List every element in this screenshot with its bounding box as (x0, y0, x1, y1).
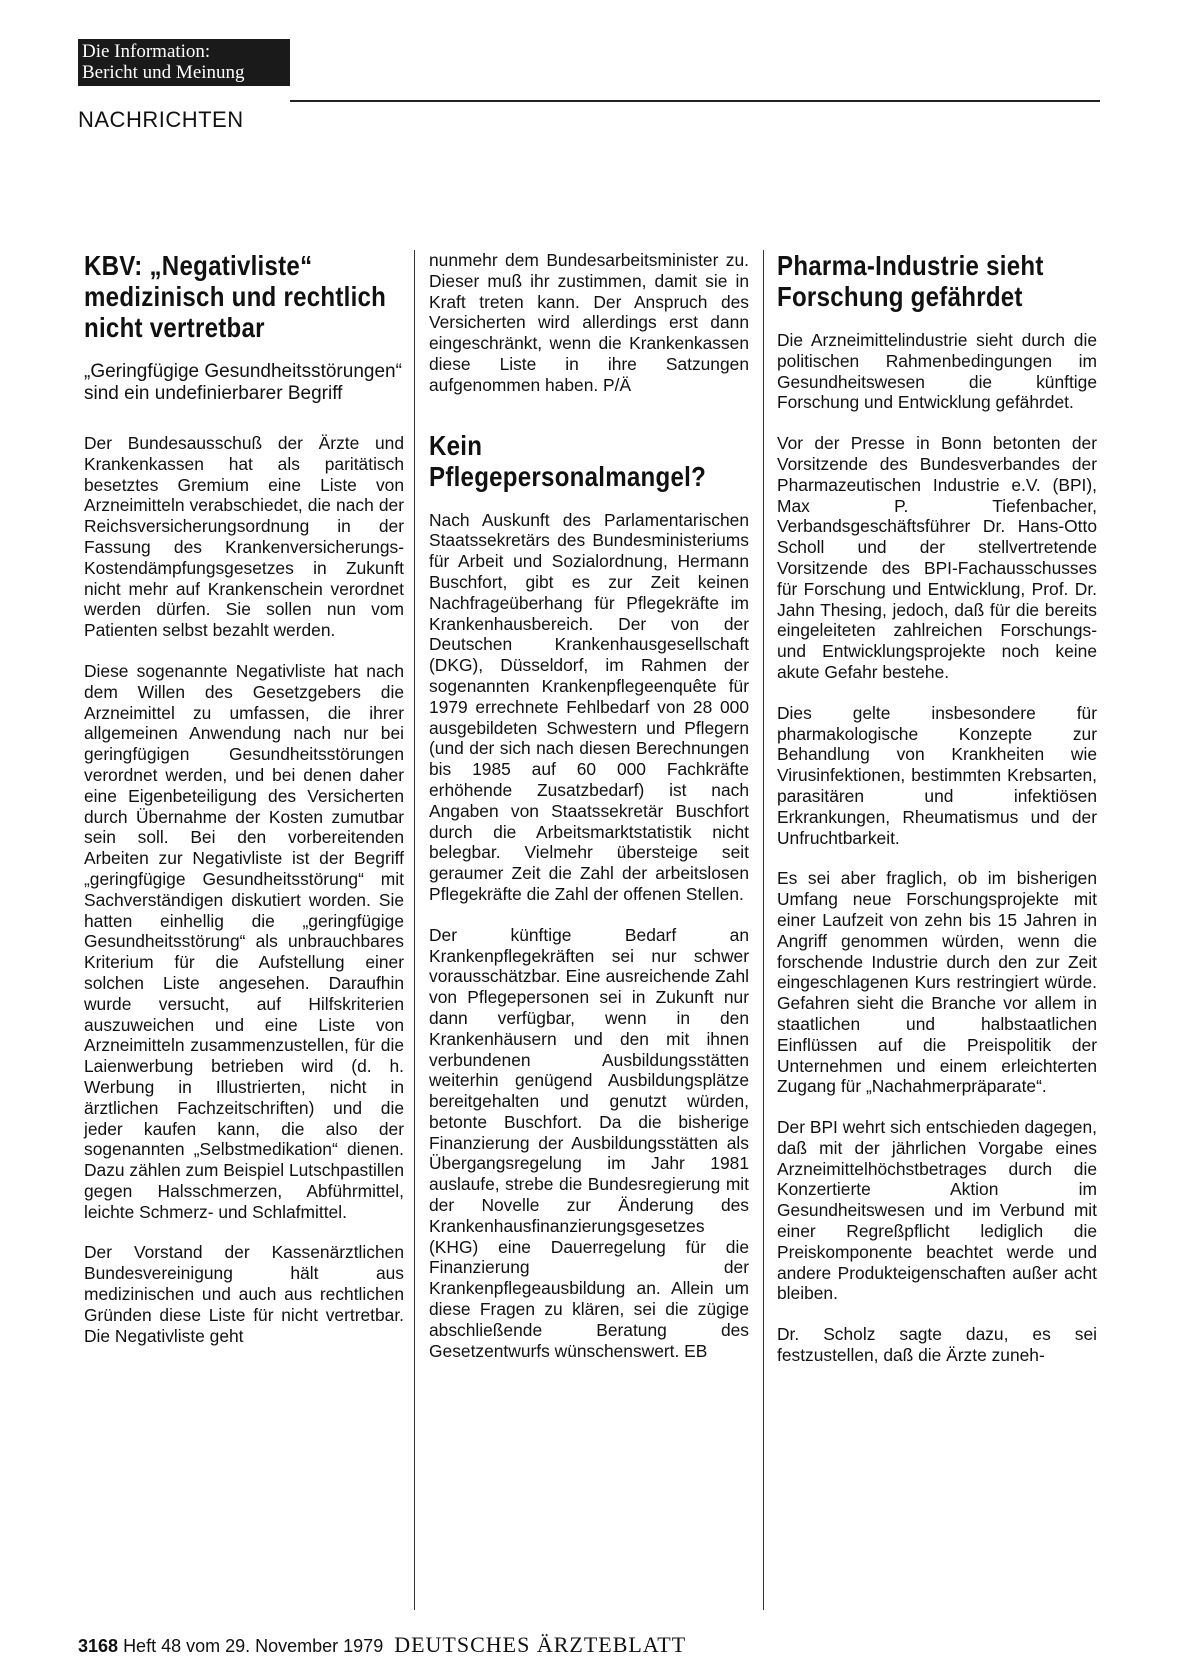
article-pharma-paragraph-2: Dies gelte insbesondere für pharmakologische Konzepte zur Behandlung von Krankheiten wie Virusinfektionen, bestimmten Krebsarten, parasitären und infektiösen Erkrankungen, Rheumatismus und der Unfruchtbarkeit. (777, 702, 1097, 848)
article-pflege-headline: Kein Pflegepersonalmangel? (429, 429, 707, 492)
article-pharma-paragraph-3: Es sei aber fraglich, ob im bisherigen Umfang neue Forschungsprojekte mit einer Laufzeit von zehn bis 15 Jahren in Angriff genommen würden, wenn die forschende Industrie durch den zur Zeit eingeschlagenen Kurs restringiert würde. Gefahren sieht die Branche vor allem in staatlichen und halbstaatlichen Einflüssen auf die Preispolitik der Unternehmen und einem erleichterten Zugang für „Nachahmerpräparate“. (777, 868, 1097, 1097)
column-3 (777, 250, 1097, 1386)
issue-info: Heft 48 vom 29. November 1979 (123, 1636, 384, 1656)
column-divider-2 (763, 250, 764, 1610)
article-pflege-paragraph-2: Der künftige Bedarf an Krankenpflegekräften sei nur schwer vorausschätzbar. Eine ausreichende Zahl von Pflegepersonen sei in Zukunft nur dann verfügbar, wenn in den Krankenhäusern und den mit ihnen verbundenen Ausbildungsstätten weiterhin genügend Ausbildungsplätze bereitgehalten und genutzt würden, betonte Buschfort. Da die bisherige Finanzierung der Ausbildungsstätten als Übergangsregelung im Jahr 1981 auslaufe, strebe die Bundesregierung mit der Novelle zur Änderung des Krankenhausfinanzierungsgesetzes (KHG) eine Dauerregelung für die Finanzierung der Krankenpflegeausbildung an. Allein um diese Fragen zu klären, sei die zügige abschließende Beratung des Gesetzentwurfs wünschenswert. EB (429, 924, 749, 1361)
column-divider-1 (414, 250, 415, 1610)
article-kbv-paragraph-1: Der Bundesausschuß der Ärzte und Krankenkassen hat als paritätisch besetztes Gremium eine Liste von Arzneimitteln verabschiedet, die nach der Reichsversicherungsordnung in der Fassung des Krankenversicherungs-Kostendämpfungsgesetzes in Zukunft nicht mehr auf Krankenschein verordnet werden dürfen. Sie sollen nun vom Patienten selbst bezahlt werden. (84, 433, 404, 641)
article-kbv-paragraph-4: nunmehr dem Bundesarbeitsminister zu. Dieser muß ihr zustimmen, damit sie in Kraft treten kann. Der Anspruch des Versicherten wird allerdings erst dann eingeschränkt, wenn die Krankenkassen diese Liste in ihre Satzungen aufgenommen haben. P/Ä (429, 250, 749, 395)
article-kbv-paragraph-3: Der Vorstand der Kassenärztlichen Bundesvereinigung hält aus medizinischen und auch aus rechtlichen Gründen diese Liste für nicht vertretbar. Die Negativliste geht (84, 1242, 404, 1346)
header-rule (290, 100, 1100, 102)
column-1 (84, 250, 404, 1366)
article-pharma-headline: Pharma-Industrie sieht Forschung gefährdet (777, 250, 1044, 312)
article-pharma-paragraph-5: Dr. Scholz sagte dazu, es sei festzustellen, daß die Ärzte zuneh- (777, 1324, 1097, 1366)
article-kbv-deck: „Geringfügige Gesundheitsstörungen“ sind ein undefinierbarer Begriff (84, 361, 402, 404)
article-pharma-deck: Die Arzneimittelindustrie sieht durch die politischen Rahmenbedingungen im Gesundheitswesen die künftige Forschung und Entwicklung gefährdet. (777, 330, 1097, 413)
article-pharma-paragraph-4: Der BPI wehrt sich entschieden dagegen, daß mit der jährlichen Vorgabe eines Arzneimittelhöchstbetrages durch die Konzertierte Aktion im Gesundheitswesen und im Verbund mit einer Regreßpflicht lediglich die Preiskomponente beachtet werde und andere Produkteigenschaften außer acht bleiben. (777, 1117, 1097, 1304)
rubric-line-1: Die Information: (82, 41, 211, 62)
article-kbv-headline: KBV: „Negativliste“ medizinisch und rechtlich nicht vertretbar (84, 250, 387, 343)
column-2 (429, 250, 749, 1381)
article-pflege-paragraph-1: Nach Auskunft des Parlamentarischen Staatssekretärs des Bundesministeriums für Arbeit und Sozialordnung, Hermann Buschfort, gibt es zur Zeit keinen Nachfrageüberhang für Pflegekräfte im Krankenhausbereich. Der von der Deutschen Krankenhausgesellschaft (DKG), Düsseldorf, im Rahmen der sogenannten Krankenpflegeenquête für 1979 errechnete Fehlbedarf von 28 000 ausgebildeten Schwestern und Pflegern (und der sich nach diesen Berechnungen bis 1985 auf 60 000 Fachkräfte erhöhende Zusatzbedarf) ist nach Angaben von Staatssekretär Buschfort durch die Arbeitsmarktstatistik nicht belegbar. Vielmehr übersteige seit geraumer Zeit die Zahl der arbeitslosen Pflegekräfte die Zahl der offenen Stellen. (429, 509, 749, 904)
page-footer (78, 1632, 686, 1658)
rubric-box (78, 39, 290, 86)
article-pharma-paragraph-1: Vor der Presse in Bonn betonten der Vorsitzende des Bundesverbandes der Pharmazeutischen Industrie e.V. (BPI), Max P. Tiefenbacher, Verbandsgeschäftsführer Dr. Hans-Otto Scholl und der stellvertretende Vorsitzende des BPI-Fachausschusses für Forschung und Entwicklung, Prof. Dr. Jahn Thesing, jedoch, daß für die bereits eingeleiteten zahlreichen Forschungs- und Entwicklungsprojekte noch keine akute Gefahr bestehe. (777, 433, 1097, 682)
article-kbv-paragraph-2: Diese sogenannte Negativliste hat nach dem Willen des Gesetzgebers die Arzneimittel zu umfassen, die ihrer allgemeinen Anwendung nach nur bei geringfügigen Gesundheitsstörungen verordnet werden, und bei denen daher eine Eigenbeteiligung des Versicherten durch Übernahme der Kosten zumutbar sein soll. Bei den vorbereitenden Arbeiten zur Negativliste ist der Begriff „geringfügige Gesundheitsstörung“ mit Sachverständigen diskutiert worden. Sie hatten einhellig die „geringfügige Gesundheitsstörung“ als unbrauchbares Kriterium für die Aufstellung einer solchen Liste angesehen. Daraufhin wurde versucht, auf Hilfskriterien auszuweichen und eine Liste von Arzneimitteln zusammenzustellen, für die Laienwerbung betrieben wird (d. h. Werbung in Illustrierten, nicht in ärztlichen Fachzeitschriften) und die jeder kaufen kann, die also der sogenannten „Selbstmedikation“ dienen. Dazu zählen zum Beispiel Lutschpastillen gegen Halsschmerzen, Abführmittel, leichte Schmerz- und Schlafmittel. (84, 660, 404, 1222)
section-title: NACHRICHTEN (78, 107, 244, 132)
page-number: 3168 (78, 1636, 119, 1656)
rubric-line-2: Bericht und Meinung (82, 62, 245, 83)
journal-name: DEUTSCHES ÄRZTEBLATT (394, 1632, 687, 1657)
